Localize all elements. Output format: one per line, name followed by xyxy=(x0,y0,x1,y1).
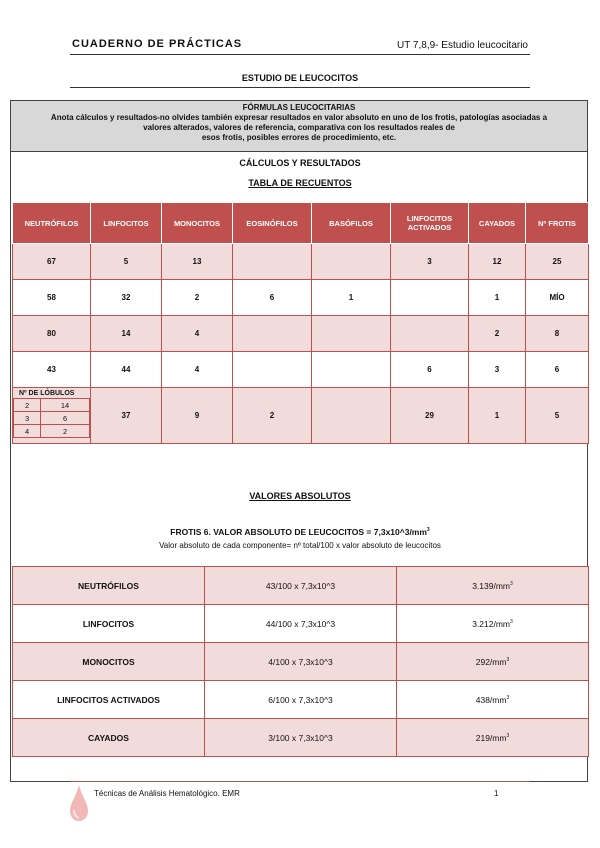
formulas-heading: FÓRMULAS LEUCOCITARIAS xyxy=(242,103,356,112)
result-cell xyxy=(397,605,589,643)
table-row xyxy=(13,681,589,719)
table-cell: 58 xyxy=(13,280,91,316)
col-header: CAYADOS xyxy=(469,203,526,244)
table-cell xyxy=(391,316,469,352)
result-cell xyxy=(397,567,589,605)
blood-drop-icon xyxy=(68,783,90,823)
footer-divider xyxy=(70,781,530,782)
table-cell: 44 xyxy=(91,352,162,388)
cell-type-name: CAYADOS xyxy=(13,719,205,757)
calculation-cell: 44/100 x 7,3x10^3 xyxy=(205,605,397,643)
table-cell: MÍO xyxy=(526,280,589,316)
counts-table xyxy=(12,202,589,444)
lobulos-cell-value: 6 xyxy=(41,412,90,425)
header-divider xyxy=(70,54,530,55)
table-row xyxy=(13,280,589,316)
lobulos-row xyxy=(14,399,90,412)
table-row xyxy=(13,388,589,444)
table-cell: 29 xyxy=(391,388,469,444)
calculation-cell: 3/100 x 7,3x10^3 xyxy=(205,719,397,757)
cell-type-name: MONOCITOS xyxy=(13,643,205,681)
table-cell: 25 xyxy=(526,244,589,280)
table-cell: 32 xyxy=(91,280,162,316)
calculation-cell: 4/100 x 7,3x10^3 xyxy=(205,643,397,681)
frotis-leukocyte-value xyxy=(0,527,600,537)
table-cell: 1 xyxy=(469,280,526,316)
table-cell: 12 xyxy=(469,244,526,280)
result-value: 3.212/mm xyxy=(472,618,510,629)
table-cell: 1 xyxy=(312,280,391,316)
table-cell xyxy=(312,244,391,280)
table-cell xyxy=(312,352,391,388)
table-cell xyxy=(312,388,391,444)
lobulos-cell-value: 3 xyxy=(14,412,41,425)
table-cell xyxy=(391,280,469,316)
table-cell: 6 xyxy=(233,280,312,316)
formulas-line-3: esos frotis, posibles errores de procedimiento, etc. xyxy=(201,133,397,142)
table-cell: 3 xyxy=(391,244,469,280)
lobulos-table xyxy=(13,398,90,438)
table-row xyxy=(13,567,589,605)
table-cell: 2 xyxy=(469,316,526,352)
frotis-line-text: FROTIS 6. VALOR ABSOLUTO DE LEUCOCITOS = 7,3x10^3/mm xyxy=(170,527,427,537)
absolute-value-formula: Valor absoluto de cada componente= nº total/100 x valor absoluto de leucocitos xyxy=(159,541,441,550)
table-cell: 6 xyxy=(391,352,469,388)
result-cell xyxy=(397,681,589,719)
table-cell: 5 xyxy=(91,244,162,280)
cell-type-name: LINFOCITOS xyxy=(13,605,205,643)
table-cell xyxy=(233,352,312,388)
table-row xyxy=(13,643,589,681)
counts-table-heading: TABLA DE RECUENTOS xyxy=(248,178,352,188)
col-header: MONOCITOS xyxy=(162,203,233,244)
result-value: 3.139/mm xyxy=(472,580,510,591)
result-exponent: 3 xyxy=(510,580,513,587)
lobulos-cell xyxy=(13,388,91,444)
table-row xyxy=(13,719,589,757)
counts-header-row xyxy=(13,203,589,244)
result-exponent: 3 xyxy=(510,618,513,625)
table-cell: 80 xyxy=(13,316,91,352)
table-cell xyxy=(233,244,312,280)
formulas-line-1: Anota cálculos y resultados-no olvides también expresar resultados en valor absoluto en uno de los frotis, patologías asociadas a xyxy=(50,113,548,122)
table-cell: 13 xyxy=(162,244,233,280)
table-cell: 14 xyxy=(91,316,162,352)
frotis-line-exponent: 3 xyxy=(426,527,430,534)
result-cell xyxy=(397,719,589,757)
table-row xyxy=(13,605,589,643)
col-header: LINFOCITOS xyxy=(91,203,162,244)
table-cell: 3 xyxy=(469,352,526,388)
table-row xyxy=(13,244,589,280)
lobulos-cell-value: 2 xyxy=(41,425,90,438)
header-notebook-title: CUADERNO DE PRÁCTICAS xyxy=(72,38,243,50)
col-header: LINFOCITOS ACTIVADOS xyxy=(391,203,469,244)
formulas-line-2: valores alterados, valores de referencia, comparativa con los resultados reales de xyxy=(143,123,455,132)
title-divider xyxy=(70,87,530,88)
result-cell xyxy=(397,643,589,681)
table-row xyxy=(13,316,589,352)
formulas-box xyxy=(10,100,588,152)
header-unit-title: UT 7,8,9- Estudio leucocitario xyxy=(397,40,528,51)
page-number: 1 xyxy=(494,789,499,798)
table-cell: 5 xyxy=(526,388,589,444)
result-value: 219/mm xyxy=(475,732,507,743)
table-cell: 43 xyxy=(13,352,91,388)
table-cell: 37 xyxy=(91,388,162,444)
col-header: EOSINÓFILOS xyxy=(233,203,312,244)
result-value: 292/mm xyxy=(475,656,507,667)
result-exponent: 3 xyxy=(506,656,510,663)
calculation-cell: 43/100 x 7,3x10^3 xyxy=(205,567,397,605)
table-cell: 2 xyxy=(233,388,312,444)
lobulos-cell-value: 14 xyxy=(41,399,90,412)
cell-type-name: LINFOCITOS ACTIVADOS xyxy=(13,681,205,719)
table-row xyxy=(13,352,589,388)
result-value: 438/mm xyxy=(475,694,507,705)
calculations-heading: CÁLCULOS Y RESULTADOS xyxy=(239,158,361,168)
table-cell: 9 xyxy=(162,388,233,444)
absolute-values-heading: VALORES ABSOLUTOS xyxy=(249,491,351,501)
table-cell xyxy=(312,316,391,352)
col-header: Nº FROTIS xyxy=(526,203,589,244)
table-cell: 2 xyxy=(162,280,233,316)
table-cell: 8 xyxy=(526,316,589,352)
result-exponent: 3 xyxy=(506,732,510,739)
lobulos-cell-value: 4 xyxy=(14,425,41,438)
table-cell xyxy=(233,316,312,352)
page-title: ESTUDIO DE LEUCOCITOS xyxy=(241,73,359,83)
table-cell: 4 xyxy=(162,352,233,388)
col-header: NEUTRÓFILOS xyxy=(13,203,91,244)
lobulos-row xyxy=(14,425,90,438)
table-cell: 4 xyxy=(162,316,233,352)
lobulos-row xyxy=(14,412,90,425)
lobulos-title: Nº DE LÓBULOS xyxy=(19,390,75,397)
col-header: BASÓFILOS xyxy=(312,203,391,244)
table-cell: 6 xyxy=(526,352,589,388)
absolute-values-table xyxy=(12,566,589,757)
footer-course: Técnicas de Análisis Hematológico. EMR xyxy=(94,789,240,798)
table-cell: 67 xyxy=(13,244,91,280)
calculation-cell: 6/100 x 7,3x10^3 xyxy=(205,681,397,719)
result-exponent: 3 xyxy=(506,694,510,701)
lobulos-cell-value: 2 xyxy=(14,399,41,412)
cell-type-name: NEUTRÓFILOS xyxy=(13,567,205,605)
table-cell: 1 xyxy=(469,388,526,444)
